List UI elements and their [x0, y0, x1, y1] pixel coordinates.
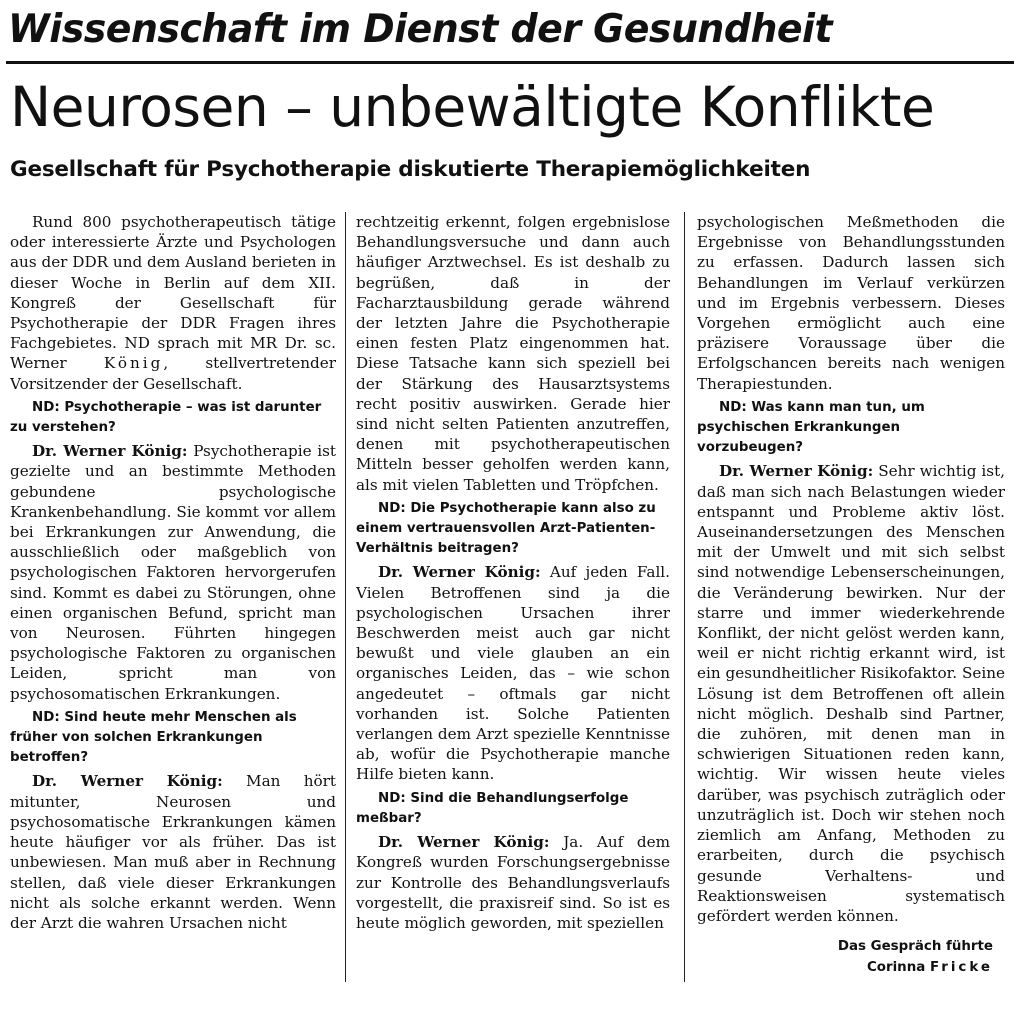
- interview-question: ND: Sind die Behandlungserfolge meßbar?: [356, 790, 629, 826]
- article-headline: Neurosen – unbewältigte Konflikte: [10, 75, 935, 139]
- speaker-label: Dr. Werner König:: [32, 442, 188, 461]
- interview-question: ND: Die Psychotherapie kann also zu einem vertrauensvollen Arzt-Patienten-Verhältnis beitragen?: [356, 500, 656, 557]
- interview-question: ND: Was kann man tun, um psychischen Erkrankungen vorzubeugen?: [697, 399, 925, 456]
- interview-question: ND: Psychotherapie – was ist darunter zu verstehen?: [10, 399, 322, 436]
- column-divider: [345, 212, 346, 982]
- interview-answer: Dr. Werner König: Ja. Auf dem Kongreß wurden Forschungsergebnisse zur Kontrolle des Behandlungsverlaufs vorgestellt, die praxisreif sind. So ist es heute möglich geworden, mit speziellen: [356, 833, 670, 932]
- column-divider: [684, 212, 685, 982]
- section-rubric: Wissenschaft im Dienst der Gesundheit: [8, 7, 833, 52]
- credit-author: Corinna Fricke: [866, 960, 993, 976]
- interview-answer: Dr. Werner König: Psychotherapie ist gezielte und an bestimmte Methoden gebundene psychologische Krankenbehandlung. Sie kommt vor allem bei Erkrankungen zur Anwendung, die ausschließlich oder maßgeblich von psychologischen Faktoren hervorgerufen sind. Kommt es dabei zu Störungen, ohne einen organischen Befund, spricht man von Neurosen. Führten hingegen psychologische Faktoren zu organischen Leiden, spricht man von psychosomatischen Erkrankungen.: [10, 442, 336, 703]
- interview-answer: Dr. Werner König: Man hört mitunter, Neurosen und psychosomatische Erkrankungen kämen heute häufiger vor als früher. Das ist unbewiesen. Man muß aber in Rechnung stellen, daß viele dieser Erkrankungen nicht als solche erkannt werden. Wenn der Arzt die wahren Ursachen nicht: [10, 772, 336, 932]
- interviewee-name: König: [103, 354, 164, 373]
- intro-paragraph: Rund 800 psychotherapeutisch tätige oder interessierte Ärzte und Psychologen aus der DDR und dem Ausland berieten in dieser Woche in Berlin auf dem XII. Kongreß der Gesellschaft für Psychotherapie der DDR Fragen ihres Fachgebietes. ND sprach mit MR Dr. sc. Werner König, stellvertretender Vorsitzender der Gesellschaft.: [10, 213, 336, 393]
- interview-answer-continued: rechtzeitig erkennt, folgen ergebnislose Behandlungsversuche und dann auch häufiger Arztwechsel. Es ist deshalb zu begrüßen, daß in der Facharztausbildung gerade während der letzten Jahre die Psychotherapie einen festen Platz eingenommen hat. Diese Tatsache kann sich speziell bei der Stärkung des Hausarztsystems recht positiv auswirken. Gerade hier sind nicht selten Patienten anzutreffen, denen mit psychotherapeutischen Mitteln besser geholfen werden kann, als mit vielen Tabletten und Tröpfchen.: [356, 213, 670, 494]
- article-column-1: [10, 212, 336, 984]
- speaker-label: Dr. Werner König:: [719, 462, 874, 481]
- article-column-3: [697, 212, 1005, 984]
- interview-question: ND: Sind heute mehr Menschen als früher von solchen Erkrankungen betroffen?: [10, 709, 297, 766]
- speaker-label: Dr. Werner König:: [32, 772, 223, 791]
- speaker-label: Dr. Werner König:: [378, 563, 541, 582]
- article-subheadline: Gesellschaft für Psychotherapie diskutierte Therapiemöglichkeiten: [10, 157, 811, 182]
- interview-answer: Dr. Werner König: Auf jeden Fall. Vielen Betroffenen sind ja die psychologischen Ursachen ihrer Beschwerden meist auch gar nicht bewußt und viele glauben an ein organisches Leiden, das – wie schon angedeutet – oftmals gar nicht vorhanden ist. Solche Patienten verlangen dem Arzt spezielle Kenntnisse ab, wofür die Psychotherapie manche Hilfe bieten kann.: [356, 563, 670, 784]
- header-rule: [6, 61, 1014, 64]
- credit-line: Das Gespräch führte: [837, 939, 993, 955]
- interview-answer: Dr. Werner König: Sehr wichtig ist, daß man sich nach Belastungen wieder entspannt und Probleme aktiv löst. Auseinandersetzungen des Menschen mit der Umwelt und mit sich selbst sind notwendige Lebenserscheinungen, die Veränderung bewirken. Nur der starre und immer wiederkehrende Konflikt, der nicht gelöst werden kann, weil er nicht richtig erkannt wird, ist ein gesundheitlicher Risikofaktor. Seine Lösung ist dem Betroffenen oft allein nicht möglich. Deshalb sind Partner, die zuhören, mit denen man in schwierigen Situationen reden kann, wichtig. Wir wissen heute vieles darüber, was psychisch zuträglich oder unzuträglich ist. Doch wir stehen noch ziemlich am Anfang, Methoden zu erarbeiten, durch die psychisch gesunde Verhaltens- und Reaktionsweisen systematisch gefördert werden können.: [697, 462, 1005, 925]
- speaker-label: Dr. Werner König:: [378, 833, 550, 852]
- author-credit: [697, 936, 1005, 978]
- article-column-2: [356, 212, 670, 984]
- interview-answer-continued: psychologischen Meßmethoden die Ergebnisse von Behandlungsstunden zu erfassen. Dadurch lassen sich Behandlungen im Verlauf verkürzen und im Ergebnis verbessern. Dieses Vorgehen ermöglicht auch eine präzisere Voraussage über die Erfolgschancen bereits nach wenigen Therapiestunden.: [697, 213, 1005, 393]
